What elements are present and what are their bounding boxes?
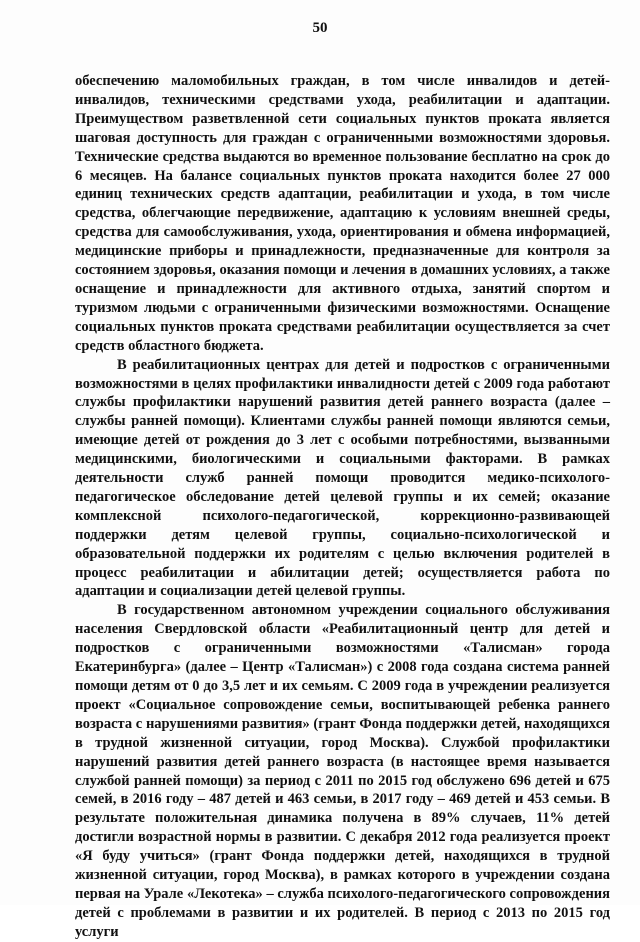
page-number: 50	[312, 20, 328, 36]
paragraph-talisman-center: В государственном автономном учреждении социального обслуживания населения Свердловской области «Реабилитационный центр для детей и подростков с ограниченными возможностями «Талисман» города Екатеринбурга» (далее – Центр «Талисман») с 2008 года создана система ранней помощи детям от 0 до 3,5 лет и их семьям. С 2009 года в учреждении реализуется проект «Социальное сопровождение семьи, воспитывающей ребенка раннего возраста с нарушениями развития» (грант Фонда поддержки детей, находящихся в трудной жизненной ситуации, город Москва). Службой профилактики нарушений развития детей раннего возраста (в настоящее время называется службой ранней помощи) за период с 2011 по 2015 год обслужено 696 детей и 675 семей, в 2016 году – 487 детей и 463 семьи, в 2017 году – 469 детей и 453 семьи. В результате положительная динамика получена в 89% случаев, 11% детей достигли возрастной нормы в развитии. С декабря 2012 года реализуется проект «Я буду учиться» (грант Фонда поддержки детей, находящихся в трудной жизненной ситуации, город Москва), в рамках которого в учреждении создана первая на Урале «Лекотека» – служба психолого-педагогического сопровождения детей с проблемами в развитии и их родителей. В период с 2013 по 2015 год услуги	[75, 602, 610, 940]
document-body	[75, 72, 610, 942]
paragraph-early-help-services: В реабилитационных центрах для детей и подростков с ограниченными возможностями в целях профилактики инвалидности детей с 2009 года работают службы профилактики нарушений развития детей раннего возраста (далее – службы ранней помощи). Клиентами службы ранней помощи являются семьи, имеющие детей от рождения до 3 лет с особыми потребностями, вызванными медицинскими, биологическими и социальными факторами. В рамках деятельности служб ранней помощи проводится медико-психолого-педагогическое обследование детей целевой группы и их семей; оказание комплексной психолого-педагогической, коррекционно-развивающей поддержки детям целевой группы, социально-психологической и образовательной поддержки их родителям с целью включения родителей в процесс реабилитации и абилитации детей; осуществляется работа по адаптации и социализации детей целевой группы.	[75, 356, 610, 600]
paragraph-rental-points: обеспечению маломобильных граждан, в том числе инвалидов и детей-инвалидов, техническими средствами ухода, реабилитации и адаптации. Преимуществом разветвленной сети социальных пунктов проката является шаговая доступность для граждан с ограниченными возможностями здоровья. Технические средства выдаются во временное пользование бесплатно на срок до 6 месяцев. На балансе социальных пунктов проката находится более 27 000 единиц технических средств адаптации, реабилитации и ухода, в том числе средства, облегчающие передвижение, адаптацию к условиям внешней среды, средства для самообслуживания, ухода, ориентирования и обмена информацией, медицинские приборы и принадлежности, предназначенные для контроля за состоянием здоровья, оказания помощи и лечения в домашних условиях, а также оснащение и принадлежности для активного отдыха, занятий спортом и туризмом людьми с ограниченными физическими возможностями. Оснащение социальных пунктов проката средствами реабилитации осуществляется за счет средств областного бюджета.	[75, 73, 610, 354]
